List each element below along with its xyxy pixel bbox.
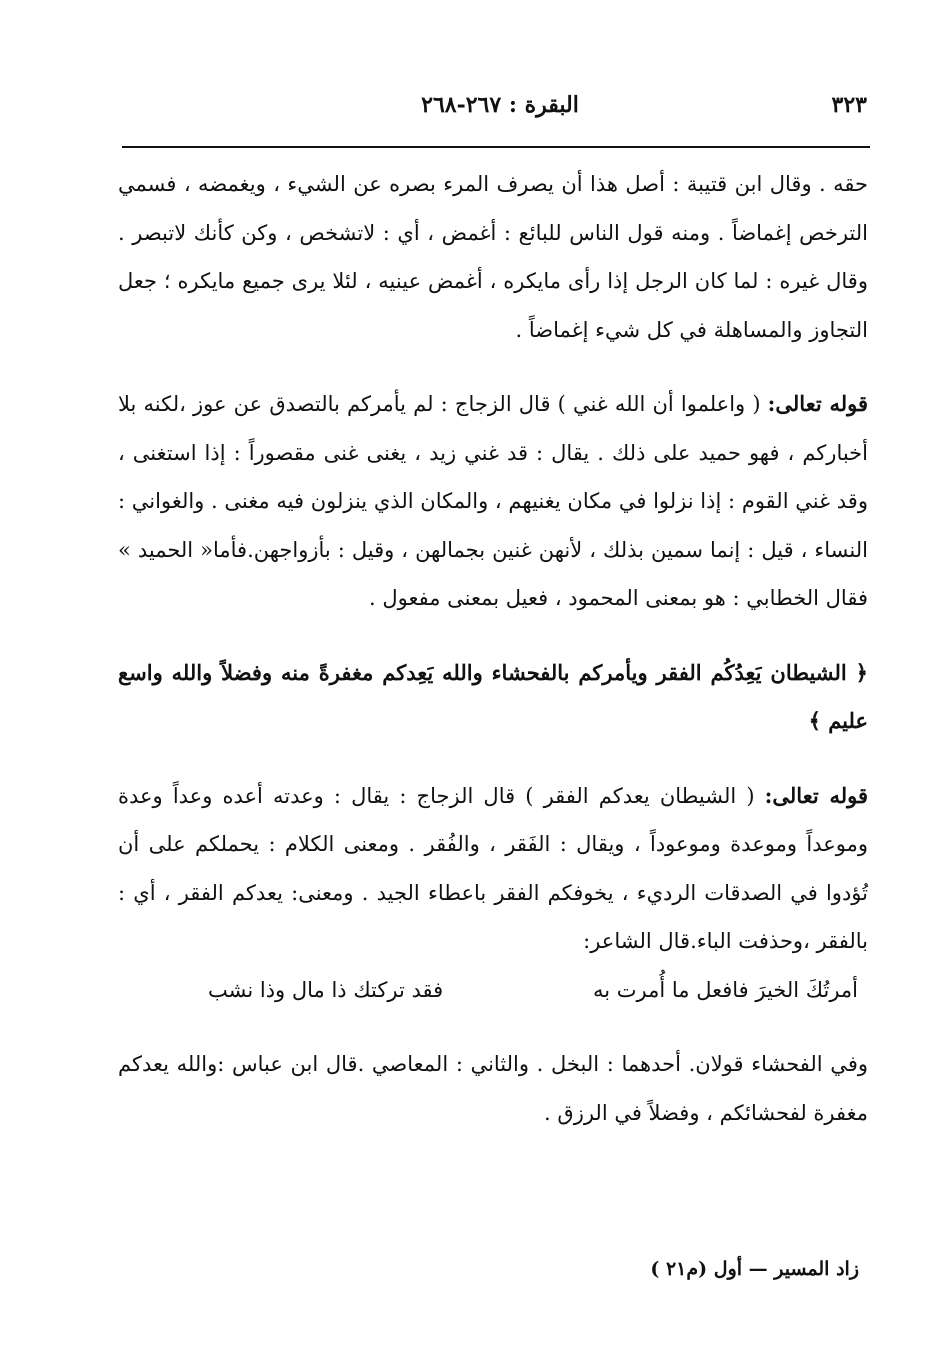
page-header [120,92,867,132]
quran-verse: ﴿ الشيطان يَعِدُكُم الفقر ويأمركم بالفحشاء والله يَعِدكم مغفرةً منه وفضلاً والله واسع عليم ﴾ [118,659,868,733]
poem-first-hemistich: أمرتُكَ الخيرَ فافعل ما أُمرت به [592,977,858,1002]
paragraph-allah-ghani [118,380,868,623]
page-footer-signature: زاد المسير — أول (م٢١ ) [650,1258,859,1280]
paragraph-text: ( الشيطان يعدكم الفقر ) قال الزجاج : يقال : وعدته أعده وعداً وعدة وموعداً وموعدة وموعوداً ، ويقال : الفَقر ، والفُقر . ومعنى الكلام : يحملكم على أن تُؤدوا في الصدقات الرديء ، يخوفكم الفقر باعطاء الجيد . ومعنى: يعدكم الفقر ، أي : بالفقر ،وحذفت الباء.قال الشاعر: [118,783,868,953]
paragraph-ibn-qutayba: حقه . وقال ابن قتيبة : أصل هذا أن يصرف المرء بصره عن الشيء ، ويغمضه ، فسمي الترخص إغماضاً . ومنه قول الناس للبائع : أغمض ، أي : لاتشخص ، وكن كأنك لاتبصر . وقال غيره : لما كان الرجل إذا رأى مايكره ، أغمض عينيه ، لئلا يرى جميع مايكره ؛ جعل التجاوز والمساهلة في كل شيء إغماضاً . [118,172,868,342]
paragraph-gap [118,354,868,380]
paragraph-gap [118,1014,868,1040]
running-title: البقرة : ٢٦٧-٢٦٨ [421,92,579,118]
paragraph-fahsha: وفي الفحشاء قولان. أحدهما : البخل . والثاني : المعاصي .قال ابن عباس :والله يعدكم مغفرة لفحشائكم ، وفضلاً في الرزق . [118,1052,868,1125]
paragraph-lead: قوله تعالى: [767,391,869,416]
header-rule [122,146,870,148]
page-body [118,160,868,1137]
paragraph-gap [118,746,868,772]
page-number: ٣٢٣ [831,92,867,118]
paragraph-shaytan [118,772,868,966]
poem-second-hemistich: فقد تركتك ذا مال وذا نشب [208,977,444,1002]
paragraph-lead: قوله تعالى: [764,782,868,808]
paragraph-text: ( واعلموا أن الله غني ) قال الزجاج : لم يأمركم بالتصدق عن عوز ،لكنه بلا أخباركم ، فهو حميد على ذلك . يقال : قد غني زيد ، يغنى غنى مقصوراً : إذا استغنى ، وقد غني القوم : إذا نزلوا في مكان يغنيهم ، والمكان الذي ينزلون فيه مغنى . والغواني : النساء ، قيل : إنما سمين بذلك ، لأنهن غنين بجمالهن ، وقيل : بأزواجهن.فأما« الحميد » فقال الخطابي : هو بمعنى المحمود ، فعيل بمعنى مفعول . [118,392,868,610]
paragraph-gap [118,623,868,649]
poetry-verse [118,966,868,1015]
